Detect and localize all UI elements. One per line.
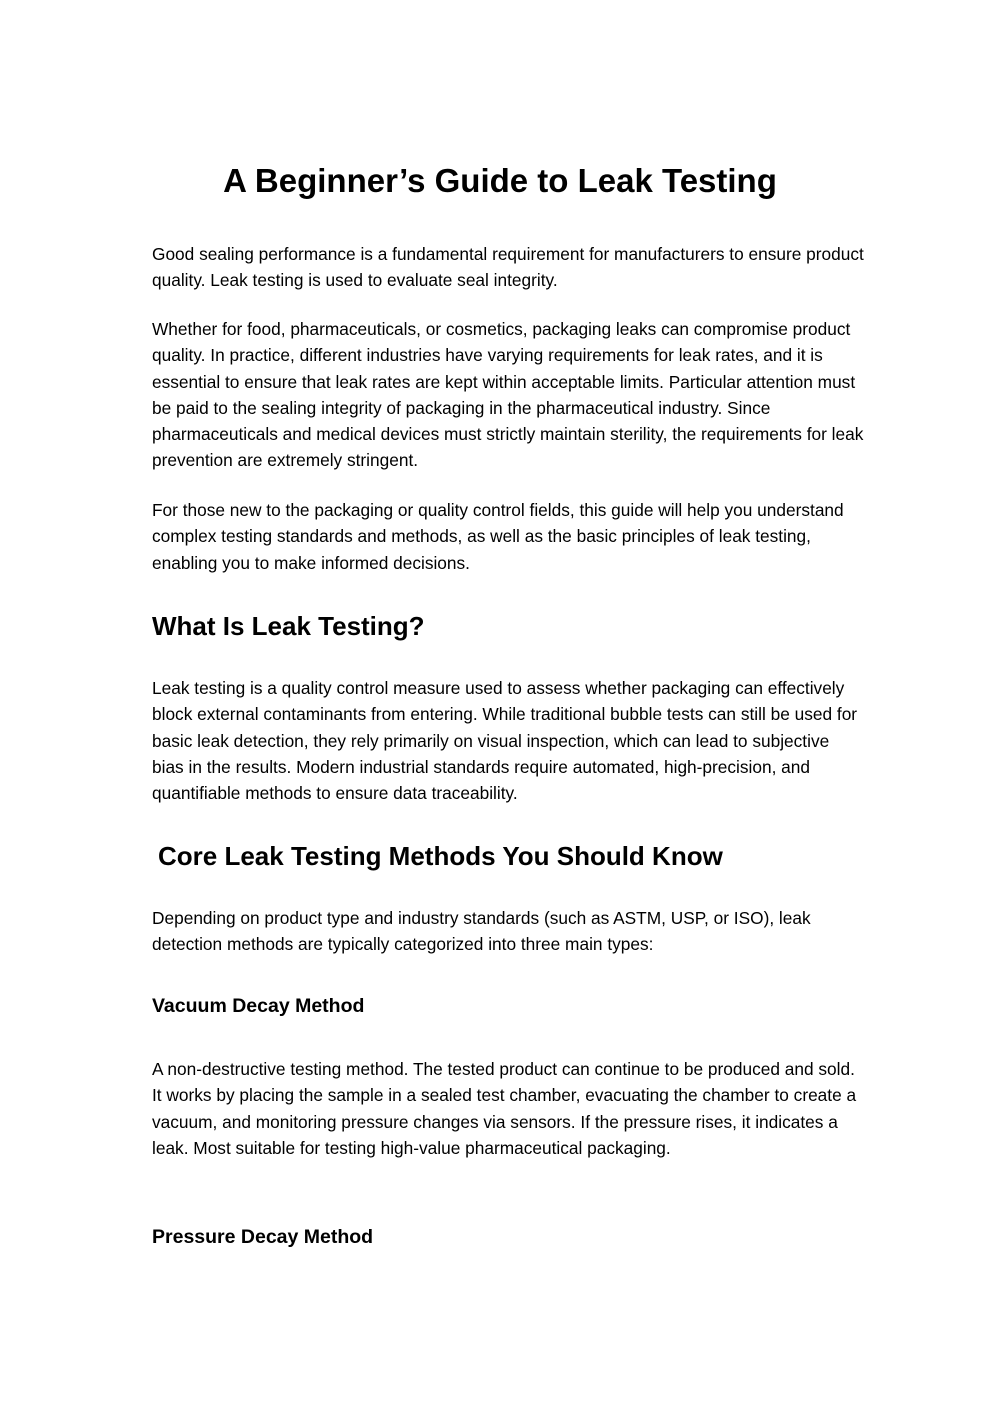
document-title: A Beginner’s Guide to Leak Testing	[223, 162, 777, 199]
subheading-pressure-decay: Pressure Decay Method	[152, 1226, 374, 1248]
vacuum-decay-paragraph: A non-destructive testing method. The tested product can continue to be produced and sold. It works by placing the sample in a sealed test chamber, evacuating the chamber to create a vacuum, and monitoring pressure changes via sensors. If the pressure rises, it indicates a leak. Most suitable for testing high-value pharmaceutical packaging.	[152, 1059, 857, 1158]
section-heading-what-is-leak-testing: What Is Leak Testing?	[152, 611, 425, 641]
intro-paragraph-1: Good sealing performance is a fundamental requirement for manufacturers to ensure product quality. Leak testing is used to evaluate seal integrity.	[152, 244, 864, 291]
subheading-vacuum-decay: Vacuum Decay Method	[152, 995, 365, 1017]
section-1-paragraph: Leak testing is a quality control measure used to assess whether packaging can effectively block external contaminants from entering. While traditional bubble tests can still be used for basic leak detection, they rely primarily on visual inspection, which can lead to subjective bias in the results. Modern industrial standards require automated, high-precision, and quantifiable methods to ensure data traceability.	[152, 678, 858, 804]
section-heading-core-methods: Core Leak Testing Methods You Should Know	[158, 841, 723, 871]
intro-paragraph-2: Whether for food, pharmaceuticals, or cosmetics, packaging leaks can compromise product quality. In practice, different industries have varying requirements for leak rates, and it is essential to ensure that leak rates are kept within acceptable limits. Particular attention must be paid to the sealing integrity of packaging in the pharmaceutical industry. Since pharmaceuticals and medical devices must strictly maintain sterility, the requirements for leak prevention are extremely stringent.	[152, 319, 864, 471]
section-2-paragraph: Depending on product type and industry standards (such as ASTM, USP, or ISO), leak detection methods are typically categorized into three main types:	[152, 908, 811, 955]
intro-paragraph-3: For those new to the packaging or quality control fields, this guide will help you understand complex testing standards and methods, as well as the basic principles of leak testing, enabling you to make informed decisions.	[152, 500, 844, 573]
